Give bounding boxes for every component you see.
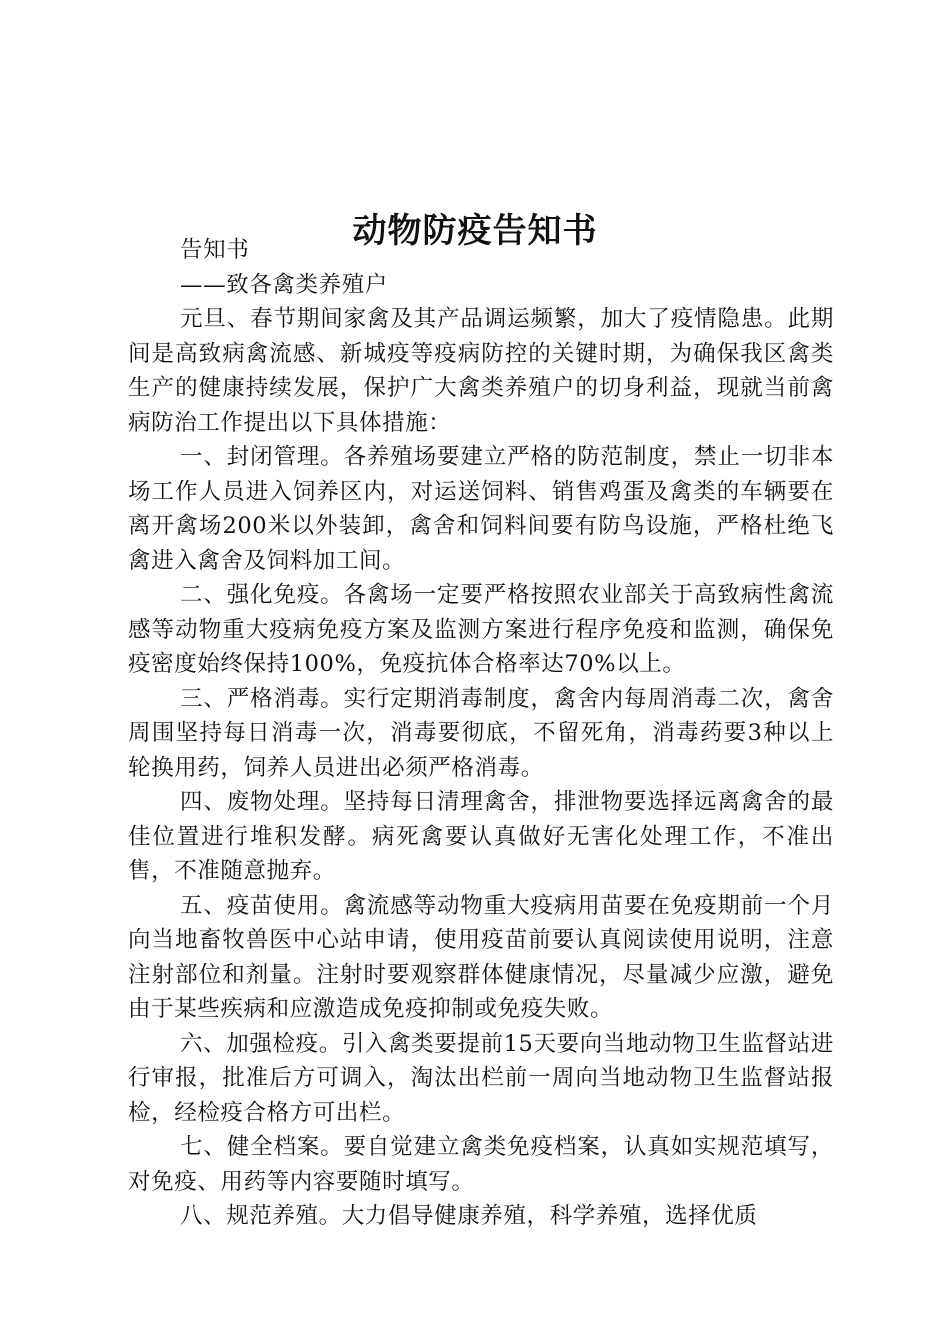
paragraph-measure-8: 八、规范养殖。大力倡导健康养殖，科学养殖，选择优质 — [180, 1203, 758, 1229]
document-body — [128, 233, 834, 1234]
paragraph-measure-2: 二、强化免疫。各禽场一定要严格按照农业部关于高致病性禽流感等动物重大疫病免疫方案及监测方案进行程序免疫和监测，确保免疫密度始终保持100%，免疫抗体合格率达70%以上。 — [128, 582, 834, 677]
paragraph-measure-3: 三、严格消毒。实行定期消毒制度，禽舍内每周消毒二次，禽舍周围坚持每日消毒一次，消毒要彻底，不留死角，消毒药要3种以上轮换用药，饲养人员进出必须严格消毒。 — [128, 685, 834, 781]
paragraph-measure-1: 一、封闭管理。各养殖场要建立严格的防范制度，禁止一切非本场工作人员进入饲养区内，对运送饲料、销售鸡蛋及禽类的车辆要在离开禽场200米以外装卸，禽舍和饲料间要有防鸟设施，严格杜绝飞禽进入禽舍及饲料加工间。 — [128, 444, 834, 574]
paragraph-measure-6: 六、加强检疫。引入禽类要提前15天要向当地动物卫生监督站进行审报，批准后方可调入，淘汰出栏前一周向当地动物卫生监督站报检，经检疫合格方可出栏。 — [128, 1030, 834, 1126]
paragraph-measure-7: 七、健全档案。要自觉建立禽类免疫档案，认真如实规范填写，对免疫、用药等内容要随时填写。 — [128, 1134, 834, 1195]
paragraph-intro: 元旦、春节期间家禽及其产品调运频繁，加大了疫情隐患。此期间是高致病禽流感、新城疫等疫病防控的关键时期，为确保我区禽类生产的健康持续发展，保护广大禽类养殖户的切身利益，现就当前禽病防治工作提出以下具体措施： — [128, 306, 834, 436]
paragraph-recipient: ——致各禽类养殖户 — [180, 271, 388, 298]
paragraph-measure-5: 五、疫苗使用。禽流感等动物重大疫病用苗要在免疫期前一个月向当地畜牧兽医中心站申请，使用疫苗前要认真阅读使用说明，注意注射部位和剂量。注射时要观察群体健康情况，尽量减少应激，避免由于某些疾病和应激造成免疫抑制或免疫失败。 — [128, 892, 834, 1022]
paragraph-measure-4: 四、废物处理。坚持每日清理禽舍，排泄物要选择远离禽舍的最佳位置进行堆积发酵。病死禽要认真做好无害化处理工作，不准出售，不准随意抛弃。 — [128, 789, 834, 884]
paragraph-heading: 告知书 — [180, 237, 250, 263]
document-title: 动物防疫告知书 — [352, 210, 598, 251]
